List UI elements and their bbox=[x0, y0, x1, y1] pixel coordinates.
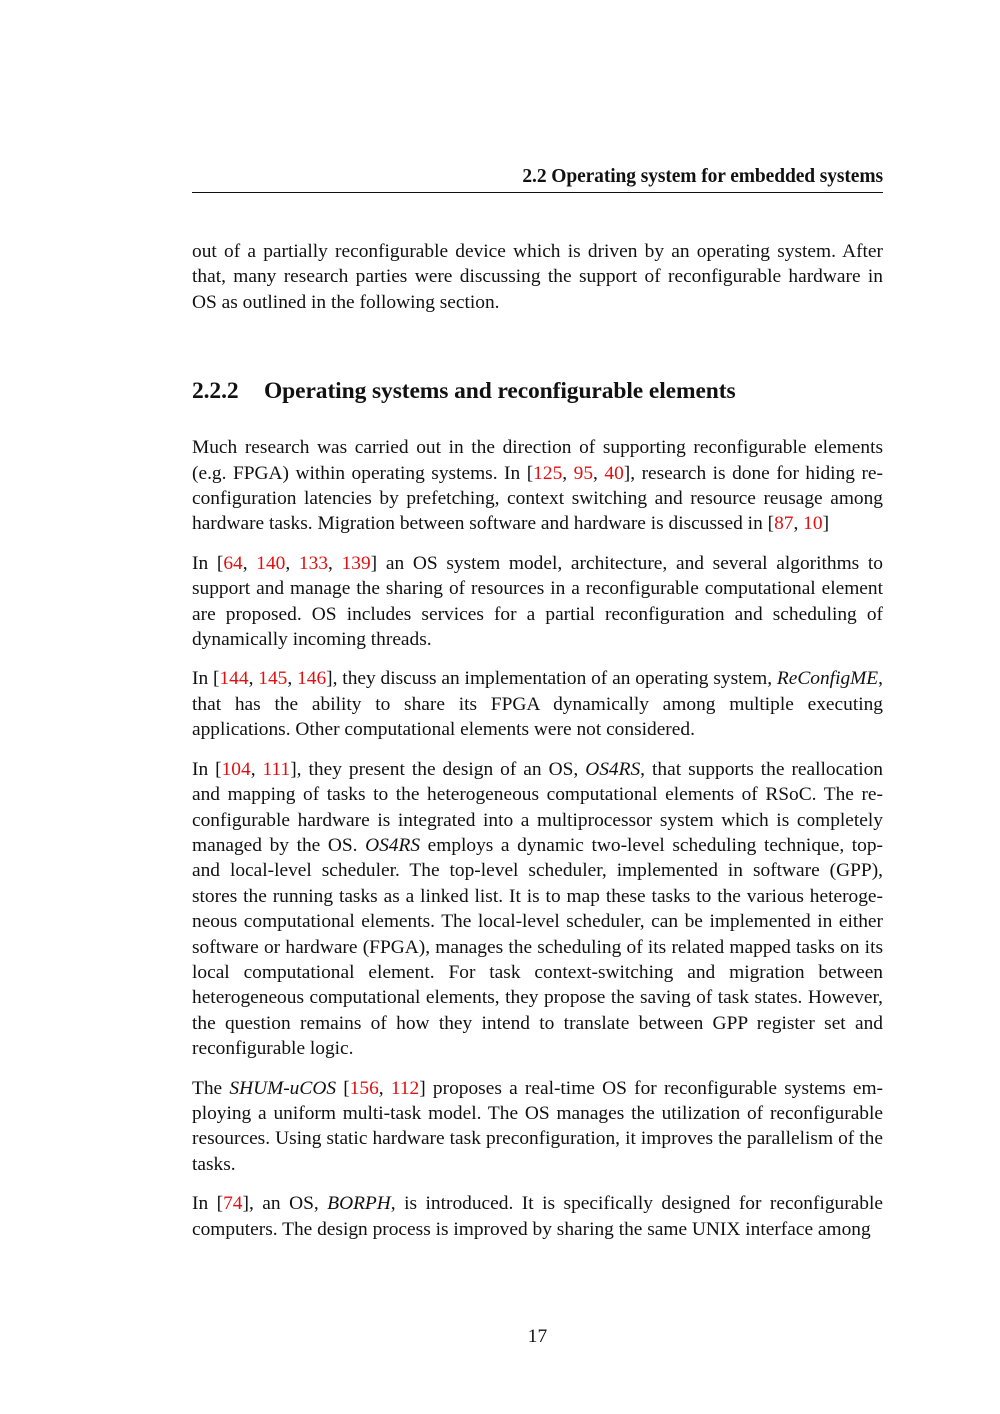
paragraph-5 bbox=[192, 1076, 883, 1178]
citation-link[interactable]: 87 bbox=[774, 513, 794, 535]
system-name: BORPH bbox=[327, 1193, 391, 1215]
citation-link[interactable]: 139 bbox=[341, 552, 371, 574]
text: In [ bbox=[192, 552, 224, 574]
citation-link[interactable]: 112 bbox=[390, 1077, 420, 1099]
text: , bbox=[328, 552, 342, 574]
citation-link[interactable]: 144 bbox=[219, 668, 249, 690]
text: , bbox=[562, 462, 574, 484]
section-heading bbox=[192, 376, 883, 406]
section-title: Operating systems and reconfigurable elements bbox=[264, 378, 736, 405]
text: , that has the ability to share its FPGA dynamically among multiple executing applications. Other computational elements were not considered. bbox=[192, 668, 884, 741]
citation-link[interactable]: 74 bbox=[223, 1193, 243, 1215]
citation-link[interactable]: 156 bbox=[349, 1077, 379, 1099]
citation-link[interactable]: 140 bbox=[256, 552, 286, 574]
section-number: 2.2.2 bbox=[192, 378, 239, 405]
text: ], research is done for hiding reconfiguration latencies by prefetching, context switching and resource reusage among hardware tasks. Migration between software and hardware is discussed in [ bbox=[192, 462, 883, 535]
text: [ bbox=[336, 1077, 350, 1099]
text: ], they discuss an implementation of an operating system, bbox=[326, 668, 777, 690]
text: ], they present the design of an OS, bbox=[290, 758, 586, 780]
text: In [ bbox=[192, 1193, 224, 1215]
text: ] proposes a real-time OS for reconfigurable systems employing a uniform multi-task model. The OS manages the utilization of reconfigurable resources. Using static hardware task preconfiguration, it improves the parallelism of the tasks. bbox=[192, 1077, 884, 1175]
page-number: 17 bbox=[527, 1326, 548, 1347]
text: , that supports the reallocation and mapping of tasks to the heterogeneous computational elements of RSoC. The reconfigurable hardware is integrated into a multiprocessor system which is completely managed by the OS. bbox=[192, 758, 883, 856]
system-name: OS4RS bbox=[365, 834, 421, 856]
text: , bbox=[287, 668, 298, 690]
citation-link[interactable]: 111 bbox=[262, 758, 291, 780]
system-name: SHUM-uCOS bbox=[229, 1077, 337, 1099]
system-name: ReConfigME bbox=[776, 668, 879, 690]
citation-link[interactable]: 125 bbox=[533, 462, 563, 484]
citation-link[interactable]: 40 bbox=[604, 462, 624, 484]
text: , bbox=[793, 513, 804, 535]
citation-link[interactable]: 145 bbox=[258, 668, 288, 690]
text: , bbox=[248, 668, 259, 690]
text: , is introduced. It is specifically designed for reconfigurable computers. The design process is improved by sharing the same UNIX interface among bbox=[192, 1193, 883, 1240]
text: ] an OS system model, architecture, and several algorithms to support and manage the sharing of resources in a reconfigurable computational element are proposed. OS includes services for a partial reconfiguration and scheduling of dynamically incoming threads. bbox=[192, 552, 883, 651]
running-header bbox=[192, 164, 883, 193]
text: employs a dynamic two-level scheduling technique, top- and local-level scheduler. The top-level scheduler, implemented in software (GPP), stores the running tasks as a linked list. It is to map these tasks to the various heterogeneous computational elements. The local-level scheduler, can be implemented in either software or hardware (FPGA), manages the scheduling of its related mapped tasks on its local computational element. For task context-switching and migration between heterogeneous computational elements, they propose the saving of task states. However, the question remains of how they intend to translate between GPP register set and reconfigurable logic. bbox=[192, 834, 883, 1060]
text: , bbox=[378, 1077, 391, 1099]
text: The bbox=[192, 1077, 230, 1099]
paragraph-2 bbox=[192, 551, 883, 653]
text: In [ bbox=[192, 668, 220, 690]
citation-link[interactable]: 133 bbox=[298, 552, 329, 574]
citation-link[interactable]: 95 bbox=[573, 462, 594, 484]
text: ] bbox=[822, 513, 830, 535]
paragraph-6 bbox=[192, 1191, 883, 1242]
system-name: OS4RS bbox=[585, 758, 641, 780]
text: , bbox=[242, 552, 257, 574]
text: ], an OS, bbox=[242, 1193, 328, 1215]
citation-link[interactable]: 64 bbox=[223, 552, 243, 574]
paragraph-1 bbox=[192, 435, 883, 537]
text: Much research was carried out in the direction of supporting reconfigurable elements (e.g. FPGA) within operating systems. In [ bbox=[192, 437, 883, 484]
intro-paragraph: out of a partially reconfigurable device which is driven by an operating system. After that, many research parties were discussing the support of reconfigurable hardware in OS as outlined in the following section. bbox=[192, 241, 883, 313]
text: , bbox=[593, 462, 605, 484]
text: In [ bbox=[192, 758, 222, 780]
paragraph-3 bbox=[192, 666, 883, 742]
citation-link[interactable]: 146 bbox=[297, 668, 327, 690]
paragraph-4 bbox=[192, 757, 883, 1062]
text: , bbox=[250, 758, 263, 780]
running-header-title: 2.2 Operating system for embedded systems bbox=[522, 166, 883, 187]
text: , bbox=[285, 552, 299, 574]
citation-link[interactable]: 10 bbox=[803, 513, 823, 535]
page-body bbox=[192, 239, 883, 1256]
citation-link[interactable]: 104 bbox=[221, 758, 251, 780]
